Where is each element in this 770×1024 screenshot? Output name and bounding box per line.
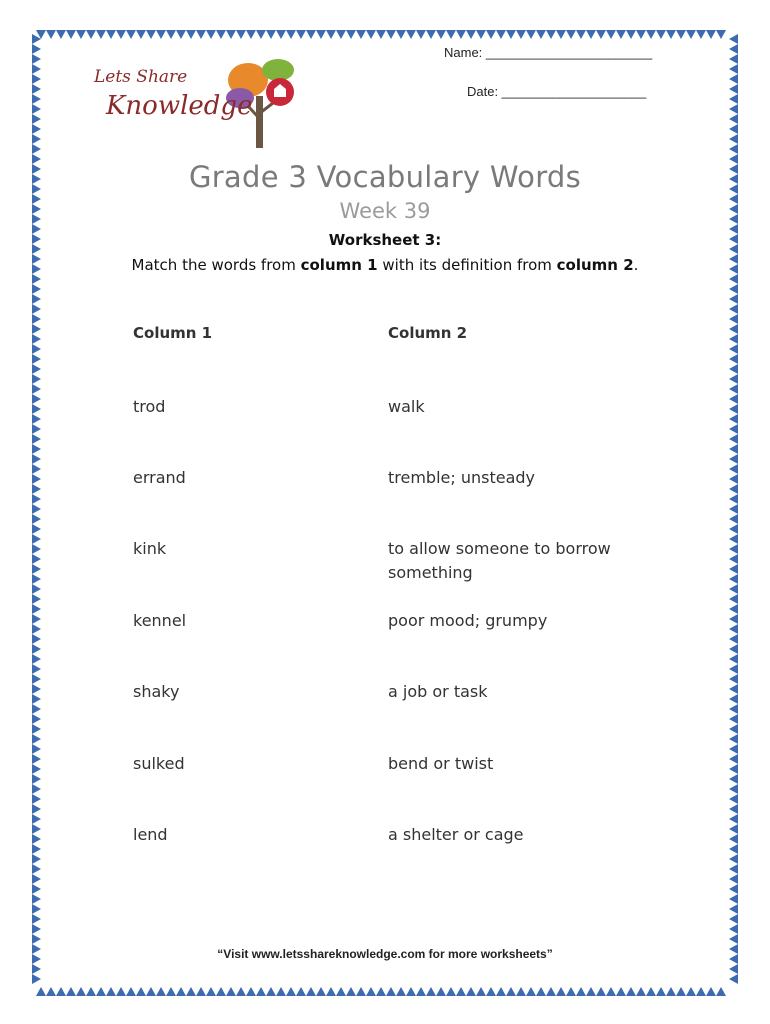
border-triangle bbox=[666, 987, 676, 996]
border-triangle bbox=[32, 74, 41, 84]
border-triangle bbox=[729, 974, 738, 984]
tree-trunk-icon bbox=[256, 96, 263, 148]
border-triangle bbox=[729, 124, 738, 134]
border-triangle bbox=[406, 987, 416, 996]
border-triangle bbox=[706, 987, 716, 996]
definition-cell: a shelter or cage bbox=[388, 825, 524, 844]
border-triangle bbox=[516, 30, 526, 39]
border-triangle bbox=[706, 30, 716, 39]
border-triangle bbox=[32, 344, 41, 354]
border-triangle bbox=[406, 30, 416, 39]
border-triangle bbox=[236, 30, 246, 39]
lets-share-knowledge-logo bbox=[88, 58, 308, 148]
border-triangle bbox=[256, 987, 266, 996]
table-row bbox=[0, 395, 770, 455]
border-triangle bbox=[266, 30, 276, 39]
border-triangle bbox=[206, 987, 216, 996]
border-triangle bbox=[306, 987, 316, 996]
border-triangle bbox=[566, 987, 576, 996]
border-triangle bbox=[316, 987, 326, 996]
border-triangle bbox=[516, 987, 526, 996]
border-triangle bbox=[276, 30, 286, 39]
border-triangle bbox=[32, 144, 41, 154]
border-triangle bbox=[729, 304, 738, 314]
border-triangle bbox=[486, 987, 496, 996]
border-triangle bbox=[646, 987, 656, 996]
border-triangle bbox=[446, 987, 456, 996]
border-triangle bbox=[366, 30, 376, 39]
border-triangle bbox=[32, 884, 41, 894]
border-triangle bbox=[386, 987, 396, 996]
border-triangle bbox=[586, 987, 596, 996]
border-triangle bbox=[556, 987, 566, 996]
border-triangle bbox=[226, 987, 236, 996]
border-triangle bbox=[586, 30, 596, 39]
border-triangle bbox=[696, 30, 706, 39]
border-triangle bbox=[106, 987, 116, 996]
border-triangle bbox=[32, 104, 41, 114]
border-triangle bbox=[86, 987, 96, 996]
table-row bbox=[0, 537, 770, 597]
border-triangle bbox=[36, 987, 46, 996]
column2-header: Column 2 bbox=[388, 324, 468, 342]
border-triangle bbox=[676, 30, 686, 39]
border-triangle bbox=[606, 987, 616, 996]
border-triangle bbox=[66, 987, 76, 996]
border-triangle bbox=[716, 30, 726, 39]
instructions bbox=[0, 256, 770, 274]
border-triangle bbox=[346, 30, 356, 39]
border-triangle bbox=[606, 30, 616, 39]
border-triangle bbox=[116, 987, 126, 996]
instr-part-e: . bbox=[633, 256, 639, 274]
border-triangle bbox=[32, 334, 41, 344]
border-triangle bbox=[46, 30, 56, 39]
border-triangle bbox=[286, 30, 296, 39]
week-label: Week 39 bbox=[339, 199, 431, 223]
border-triangle bbox=[156, 30, 166, 39]
border-triangle bbox=[729, 884, 738, 894]
border-triangle bbox=[126, 30, 136, 39]
border-triangle bbox=[136, 987, 146, 996]
border-triangle bbox=[696, 987, 706, 996]
word-cell: kennel bbox=[133, 611, 187, 630]
border-triangle bbox=[32, 94, 41, 104]
border-triangle bbox=[32, 974, 41, 984]
border-triangle bbox=[436, 30, 446, 39]
green-leaf-icon bbox=[262, 59, 294, 81]
border-triangle bbox=[386, 30, 396, 39]
border-triangle bbox=[626, 30, 636, 39]
word-cell: sulked bbox=[133, 754, 185, 773]
border-triangle bbox=[276, 987, 286, 996]
border-triangle bbox=[729, 64, 738, 74]
border-triangle bbox=[146, 30, 156, 39]
instr-part-a: Match the words from bbox=[131, 256, 301, 274]
definition-cell: a job or task bbox=[388, 682, 488, 701]
border-triangle bbox=[76, 987, 86, 996]
border-triangle bbox=[729, 274, 738, 284]
border-triangle bbox=[729, 384, 738, 394]
instr-part-d: column 2 bbox=[556, 256, 634, 274]
word-cell: shaky bbox=[133, 682, 180, 701]
border-triangle bbox=[576, 987, 586, 996]
border-triangle bbox=[506, 30, 516, 39]
border-triangle bbox=[56, 987, 66, 996]
border-triangle bbox=[729, 54, 738, 64]
border-triangle bbox=[32, 384, 41, 394]
border-triangle bbox=[729, 374, 738, 384]
border-triangle bbox=[336, 30, 346, 39]
border-triangle bbox=[546, 30, 556, 39]
border-triangle bbox=[66, 30, 76, 39]
border-triangle bbox=[32, 314, 41, 324]
border-triangle bbox=[32, 914, 41, 924]
border-triangle bbox=[246, 987, 256, 996]
border-triangle bbox=[636, 987, 646, 996]
border-triangle bbox=[366, 987, 376, 996]
border-triangle bbox=[486, 30, 496, 39]
border-triangle bbox=[216, 987, 226, 996]
border-triangle bbox=[656, 987, 666, 996]
border-triangle bbox=[32, 304, 41, 314]
word-cell: errand bbox=[133, 468, 186, 487]
border-triangle bbox=[456, 30, 466, 39]
border-triangle bbox=[32, 134, 41, 144]
border-triangle bbox=[206, 30, 216, 39]
border-triangle bbox=[546, 987, 556, 996]
border-triangle bbox=[126, 987, 136, 996]
border-triangle bbox=[32, 44, 41, 54]
page-title: Grade 3 Vocabulary Words bbox=[188, 160, 582, 194]
border-triangle bbox=[32, 274, 41, 284]
column1-header: Column 1 bbox=[133, 324, 213, 342]
border-triangle bbox=[416, 987, 426, 996]
border-triangle bbox=[32, 364, 41, 374]
border-triangle bbox=[32, 284, 41, 294]
border-triangle bbox=[536, 987, 546, 996]
name-field[interactable]: Name: _______________________ bbox=[444, 45, 653, 60]
border-triangle bbox=[729, 924, 738, 934]
border-triangle bbox=[32, 54, 41, 64]
word-cell: trod bbox=[133, 397, 166, 416]
border-triangle bbox=[676, 987, 686, 996]
border-triangle bbox=[346, 987, 356, 996]
border-triangle bbox=[326, 30, 336, 39]
border-triangle bbox=[729, 894, 738, 904]
border-triangle bbox=[396, 30, 406, 39]
border-triangle bbox=[729, 284, 738, 294]
definition-cell: walk bbox=[388, 397, 425, 416]
border-triangle bbox=[729, 354, 738, 364]
border-triangle bbox=[496, 30, 506, 39]
border-triangle bbox=[729, 904, 738, 914]
border-triangle bbox=[729, 134, 738, 144]
border-triangle bbox=[32, 294, 41, 304]
border-triangle bbox=[616, 987, 626, 996]
border-triangle bbox=[456, 987, 466, 996]
instr-part-b: column 1 bbox=[300, 256, 378, 274]
border-triangle bbox=[396, 987, 406, 996]
border-triangle bbox=[636, 30, 646, 39]
border-triangle bbox=[626, 987, 636, 996]
border-triangle bbox=[476, 987, 486, 996]
border-triangle bbox=[32, 124, 41, 134]
border-triangle bbox=[32, 114, 41, 124]
table-row bbox=[0, 823, 770, 883]
border-triangle bbox=[729, 364, 738, 374]
border-triangle bbox=[729, 84, 738, 94]
border-triangle bbox=[116, 30, 126, 39]
border-triangle bbox=[686, 987, 696, 996]
table-row bbox=[0, 752, 770, 812]
border-triangle bbox=[236, 987, 246, 996]
border-triangle bbox=[476, 30, 486, 39]
border-triangle bbox=[716, 987, 726, 996]
border-triangle bbox=[186, 30, 196, 39]
word-cell: lend bbox=[133, 825, 168, 844]
border-triangle bbox=[336, 987, 346, 996]
border-triangle bbox=[326, 987, 336, 996]
border-triangle bbox=[376, 987, 386, 996]
border-triangle bbox=[32, 374, 41, 384]
logo-line2: Knowledge bbox=[106, 91, 253, 121]
border-triangle bbox=[86, 30, 96, 39]
logo-line1: Lets Share bbox=[94, 67, 188, 87]
border-triangle bbox=[526, 987, 536, 996]
table-row bbox=[0, 609, 770, 669]
border-triangle bbox=[576, 30, 586, 39]
definition-cell: poor mood; grumpy bbox=[388, 611, 548, 630]
border-triangle bbox=[506, 987, 516, 996]
date-field[interactable]: Date: ____________________ bbox=[467, 84, 647, 99]
border-triangle bbox=[32, 454, 41, 464]
border-triangle bbox=[729, 104, 738, 114]
border-triangle bbox=[106, 30, 116, 39]
border-triangle bbox=[256, 30, 266, 39]
border-triangle bbox=[306, 30, 316, 39]
border-triangle bbox=[266, 987, 276, 996]
worksheet-label: Worksheet 3: bbox=[328, 231, 442, 249]
border-triangle bbox=[246, 30, 256, 39]
border-triangle bbox=[32, 354, 41, 364]
border-triangle bbox=[176, 30, 186, 39]
border-triangle bbox=[729, 94, 738, 104]
border-triangle bbox=[376, 30, 386, 39]
border-triangle bbox=[446, 30, 456, 39]
border-triangle bbox=[32, 964, 41, 974]
border-triangle bbox=[496, 987, 506, 996]
border-triangle bbox=[426, 30, 436, 39]
instr-part-c: with its definition from bbox=[377, 256, 557, 274]
border-triangle bbox=[729, 44, 738, 54]
border-triangle bbox=[356, 987, 366, 996]
table-row bbox=[0, 680, 770, 740]
border-triangle bbox=[729, 344, 738, 354]
border-triangle bbox=[729, 324, 738, 334]
border-triangle bbox=[729, 934, 738, 944]
border-triangle bbox=[466, 30, 476, 39]
border-triangle bbox=[729, 454, 738, 464]
border-triangle bbox=[286, 987, 296, 996]
border-triangle bbox=[296, 30, 306, 39]
border-triangle bbox=[56, 30, 66, 39]
border-triangle bbox=[166, 987, 176, 996]
border-triangle bbox=[296, 987, 306, 996]
border-triangle bbox=[729, 74, 738, 84]
border-triangle bbox=[166, 30, 176, 39]
border-triangle bbox=[356, 30, 366, 39]
border-triangle bbox=[436, 987, 446, 996]
border-triangle bbox=[596, 30, 606, 39]
border-triangle bbox=[729, 914, 738, 924]
border-triangle bbox=[156, 987, 166, 996]
border-triangle bbox=[76, 30, 86, 39]
footer-visit-text: “Visit www.letsshareknowledge.com for more worksheets” bbox=[217, 947, 553, 961]
border-triangle bbox=[526, 30, 536, 39]
border-triangle bbox=[32, 324, 41, 334]
border-triangle bbox=[566, 30, 576, 39]
definition-cell: to allow someone to borrow something bbox=[388, 539, 611, 582]
border-triangle bbox=[136, 30, 146, 39]
border-triangle bbox=[466, 987, 476, 996]
border-triangle bbox=[146, 987, 156, 996]
border-triangle bbox=[46, 987, 56, 996]
border-triangle bbox=[32, 904, 41, 914]
word-cell: kink bbox=[133, 539, 167, 558]
border-triangle bbox=[32, 894, 41, 904]
border-triangle bbox=[666, 30, 676, 39]
border-triangle bbox=[32, 84, 41, 94]
border-triangle bbox=[616, 30, 626, 39]
border-triangle bbox=[596, 987, 606, 996]
border-triangle bbox=[32, 934, 41, 944]
border-triangle bbox=[729, 144, 738, 154]
border-triangle bbox=[729, 294, 738, 304]
border-triangle bbox=[729, 314, 738, 324]
border-triangle bbox=[416, 30, 426, 39]
border-triangle bbox=[646, 30, 656, 39]
border-triangle bbox=[32, 924, 41, 934]
border-triangle bbox=[729, 114, 738, 124]
border-triangle bbox=[196, 987, 206, 996]
border-triangle bbox=[686, 30, 696, 39]
definition-cell: tremble; unsteady bbox=[388, 468, 536, 487]
border-triangle bbox=[536, 30, 546, 39]
border-triangle bbox=[96, 987, 106, 996]
border-triangle bbox=[196, 30, 206, 39]
border-triangle bbox=[96, 30, 106, 39]
border-triangle bbox=[216, 30, 226, 39]
border-triangle bbox=[316, 30, 326, 39]
definition-cell: bend or twist bbox=[388, 754, 494, 773]
border-triangle bbox=[186, 987, 196, 996]
table-row bbox=[0, 466, 770, 526]
border-triangle bbox=[32, 64, 41, 74]
border-triangle bbox=[729, 34, 738, 44]
border-triangle bbox=[176, 987, 186, 996]
border-triangle bbox=[656, 30, 666, 39]
border-triangle bbox=[226, 30, 236, 39]
border-triangle bbox=[729, 334, 738, 344]
border-triangle bbox=[426, 987, 436, 996]
border-triangle bbox=[729, 964, 738, 974]
border-triangle bbox=[556, 30, 566, 39]
